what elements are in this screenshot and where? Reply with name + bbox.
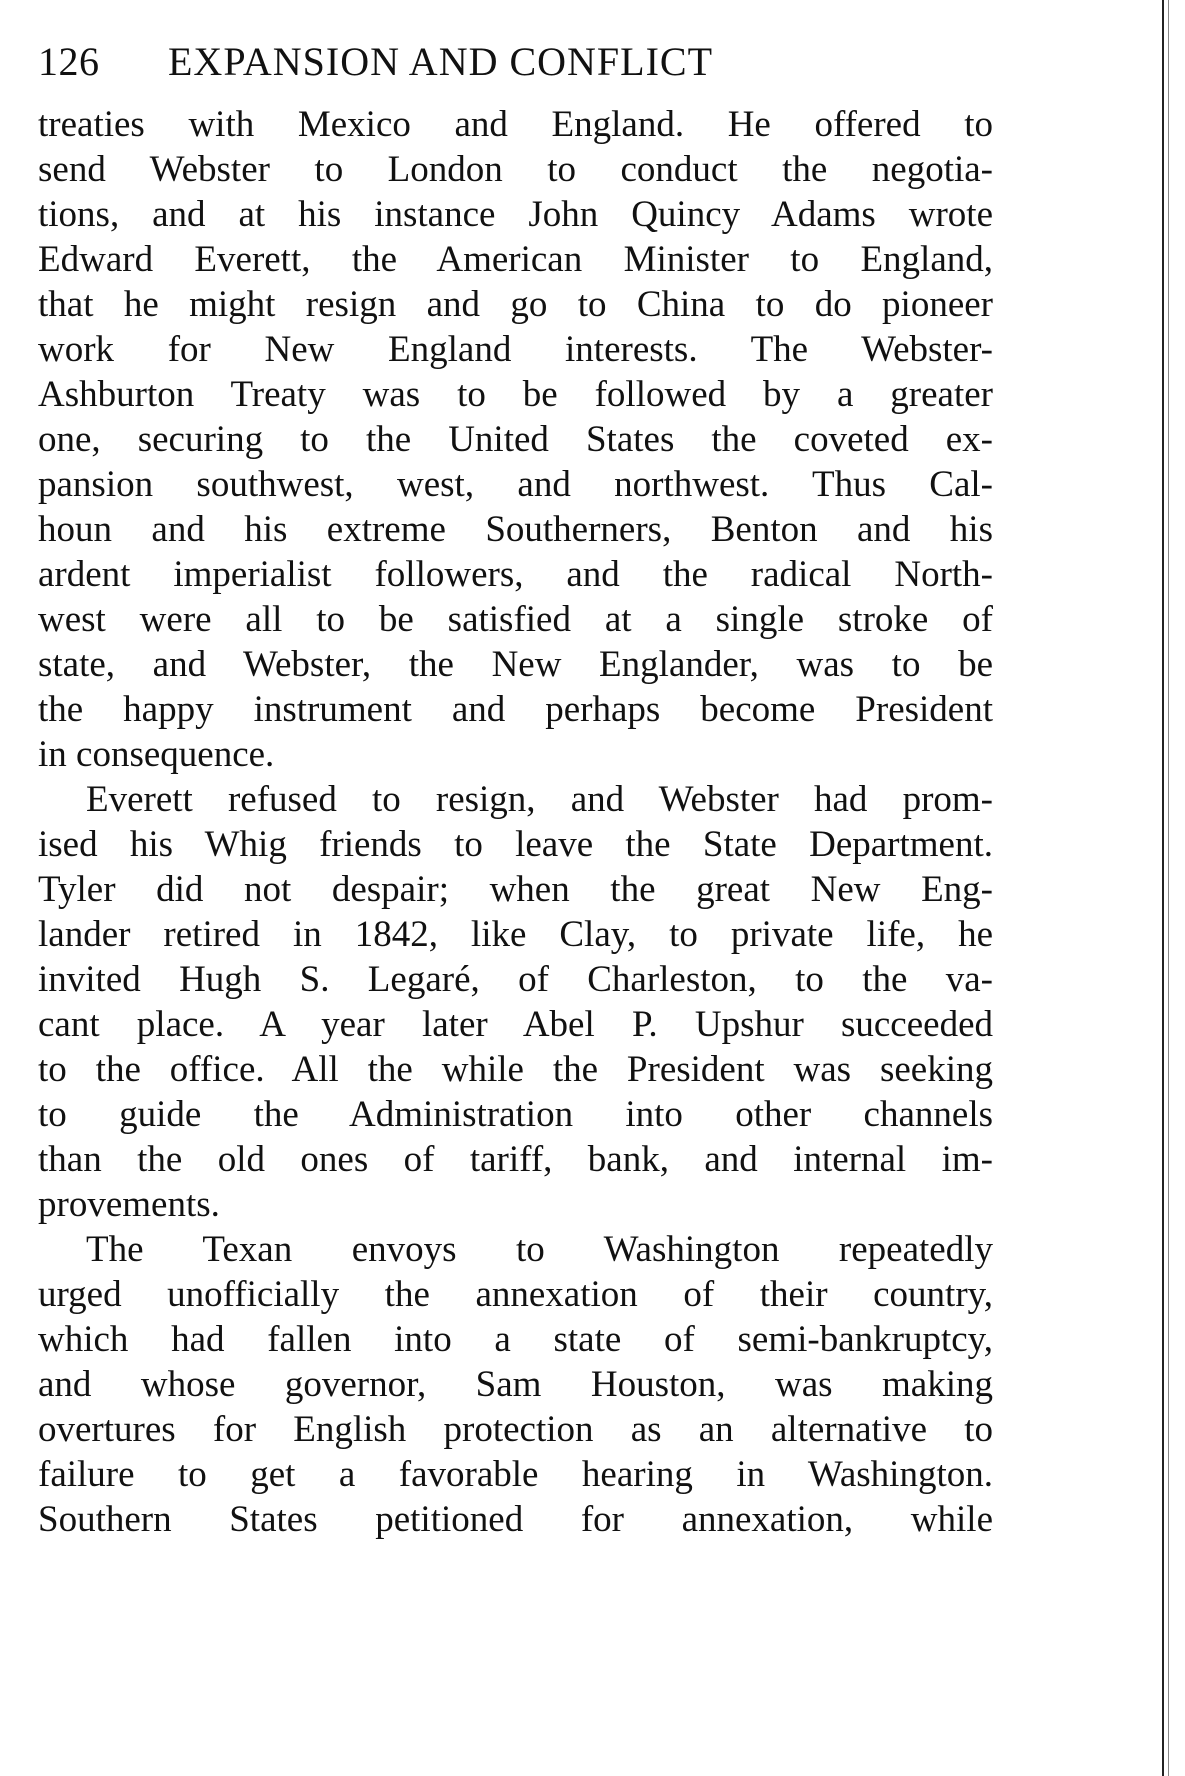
text-line: provements.: [38, 1184, 220, 1225]
page-edge-shadow: [1168, 0, 1169, 1776]
text-line: state, and Webster, the New Englander, was to be: [38, 644, 993, 685]
text-line: ised his Whig friends to leave the State Department.: [38, 824, 993, 865]
text-line: tions, and at his instance John Quincy Adams wrote: [38, 194, 993, 235]
text-line: Southern States petitioned for annexation, while: [38, 1499, 993, 1540]
text-line: Ashburton Treaty was to be followed by a greater: [38, 374, 993, 415]
text-line: than the old ones of tariff, bank, and internal im-: [38, 1139, 993, 1180]
text-line: Edward Everett, the American Minister to England,: [38, 239, 993, 280]
text-line: treaties with Mexico and England. He offered to: [38, 104, 993, 145]
text-line: to guide the Administration into other channels: [38, 1094, 993, 1135]
text-line: Tyler did not despair; when the great New Eng-: [38, 869, 993, 910]
text-line: overtures for English protection as an alternative to: [38, 1409, 993, 1450]
text-line: The Texan envoys to Washington repeatedly: [86, 1229, 993, 1270]
text-line: that he might resign and go to China to do pioneer: [38, 284, 993, 325]
text-line: in consequence.: [38, 734, 275, 775]
text-line: failure to get a favorable hearing in Washington.: [38, 1454, 993, 1495]
page-number: 126: [38, 39, 100, 84]
page-edge-line: [1162, 0, 1164, 1776]
text-line: the happy instrument and perhaps become President: [38, 689, 993, 730]
body-text: [38, 102, 993, 1542]
page-header: [38, 38, 713, 88]
text-line: to the office. All the while the President was seeking: [38, 1049, 993, 1090]
text-line: ardent imperialist followers, and the radical North-: [38, 554, 993, 595]
text-line: pansion southwest, west, and northwest. Thus Cal-: [38, 464, 993, 505]
text-line: and whose governor, Sam Houston, was making: [38, 1364, 993, 1405]
text-line: work for New England interests. The Webster-: [38, 329, 993, 370]
text-line: which had fallen into a state of semi-bankruptcy,: [38, 1319, 993, 1360]
text-line: invited Hugh S. Legaré, of Charleston, to the va-: [38, 959, 993, 1000]
text-line: cant place. A year later Abel P. Upshur succeeded: [38, 1004, 993, 1045]
text-line: west were all to be satisfied at a single stroke of: [38, 599, 993, 640]
text-line: houn and his extreme Southerners, Benton and his: [38, 509, 993, 550]
text-line: Everett refused to resign, and Webster had prom-: [86, 779, 993, 820]
text-line: lander retired in 1842, like Clay, to private life, he: [38, 914, 993, 955]
text-line: one, securing to the United States the coveted ex-: [38, 419, 993, 460]
text-line: send Webster to London to conduct the negotia-: [38, 149, 993, 190]
text-line: urged unofficially the annexation of their country,: [38, 1274, 993, 1315]
running-head: EXPANSION AND CONFLICT: [168, 39, 714, 84]
